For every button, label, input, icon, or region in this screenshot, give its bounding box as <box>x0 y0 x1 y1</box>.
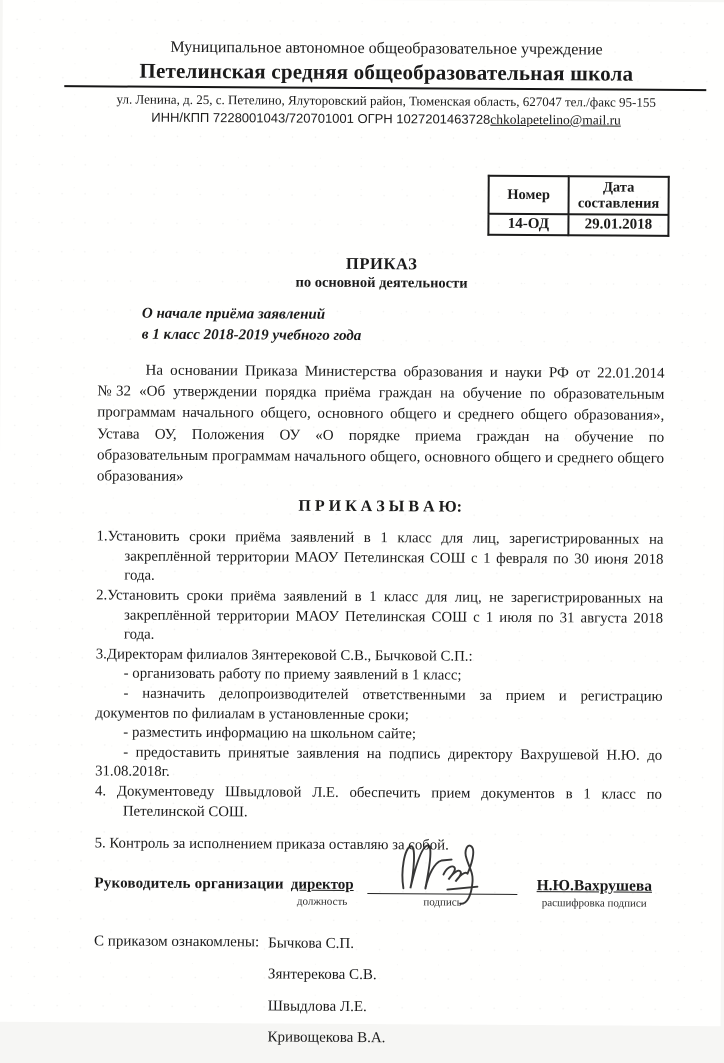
signature-line-wrap <box>368 893 518 910</box>
date-header-cell: Дата составления <box>569 176 669 215</box>
requisites-line <box>68 107 704 130</box>
decree-word: П Р И К А З Ы В А Ю: <box>298 497 463 516</box>
acknowledgment-label: С приказом ознакомлены: <box>94 933 260 951</box>
acknowledgment-names <box>267 934 386 1061</box>
date-value-cell: 29.01.2018 <box>568 214 668 236</box>
position-stack <box>291 876 354 908</box>
number-value-cell: 14-ОД <box>488 214 568 235</box>
order-item-3: 3.Директорам филиалов Зянтерековой С.В., Бычковой С.П.: <box>95 646 473 665</box>
doc-info-header-row <box>489 176 669 215</box>
order-item-3-sub-1: - организовать работу по приему заявлений в 1 класс; <box>123 665 462 684</box>
address-line: ул. Ленина, д. 25, с. Петелино, Ялуторовский район, Тюменская область, 627047 тел./факс 95-155 <box>116 91 656 110</box>
signature-block <box>94 874 661 910</box>
school-name: Петелинская средняя общеобразовательная школа <box>139 58 634 86</box>
signature-caption: подпись <box>423 896 462 909</box>
acknowledged-person-2: Зянтерекова С.В. <box>267 966 377 984</box>
subject-line-2: в 1 класс 2018-2019 учебного года <box>141 326 362 344</box>
document-body <box>93 252 665 1062</box>
doc-info-table-wrap <box>1 172 724 237</box>
order-item-3-sub-3: - разместить информацию на школьном сайте; <box>123 724 417 743</box>
position-value: директор <box>290 876 354 893</box>
order-item-5: 5. Контроль за исполнением приказа оставляю за собой. <box>94 835 449 854</box>
order-items <box>95 528 664 858</box>
order-item-3-sub-4: - предоставить принятые заявления на подпись директору Вахрушевой Н.Ю. до 31.08.2018г. <box>95 744 663 781</box>
order-item-4: 4. Документоведу Швыдловой Л.Е. обеспечить прием документов в 1 класс по Петелинской СОШ. <box>94 783 663 820</box>
inn-ogrn-text: ИНН/КПП 7228001043/720701001 ОГРН 1027201463728 <box>151 109 491 127</box>
acknowledged-person-1: Бычкова С.П. <box>268 935 355 952</box>
doc-info-table <box>487 175 669 237</box>
signature-role-label: Руководитель организации <box>94 875 284 893</box>
name-stack <box>537 877 653 911</box>
handwritten-signature <box>398 836 494 907</box>
order-item-3-sub-2: - назначить делопроизводителей ответственными за прием и регистрацию документов по филиалам в установленные сроки; <box>95 685 663 723</box>
order-item-1: 1.Установить сроки приёма заявлений в 1 класс для лиц, зарегистрированных на закреплённой территории МАОУ Петелинская СОШ с 1 февраля по 30 июня 2018 года. <box>96 528 664 585</box>
acknowledged-person-4: Кривощекова В.А. <box>267 1029 386 1047</box>
preamble-paragraph: На основании Приказа Министерства образования и науки РФ от 22.01.2014 №32 «Об утверждении порядка приёма граждан на обучение по образовательным программам начального общего, основного общего и среднего общего образования», Устава ОУ, Положения ОУ «О порядке приема граждан на обучение по образовательным программам начального общего, основного общего и среднего общего образования» <box>96 362 665 485</box>
email-text: chkolapetelino@mail.ru <box>490 111 621 128</box>
subject-line-1: О начале приёма заявлений <box>141 305 326 323</box>
acknowledged-person-3: Швыдлова Л.Е. <box>267 998 367 1015</box>
order-item-2: 2.Установить сроки приёма заявлений в 1 класс для лиц, не зарегистрированных на закреплённой территории МАОУ Петелинская СОШ с 1 июля по 31 августа 2018 года. <box>96 587 664 643</box>
doc-info-value-row <box>488 214 668 236</box>
organization-type: Муниципальное автономное общеобразовательное учреждение <box>170 38 603 59</box>
signer-name: Н.Ю.Вахрушева <box>536 876 653 895</box>
doc-subtitle: по основной деятельности <box>295 274 468 292</box>
position-caption: должность <box>296 895 348 908</box>
letterhead <box>68 0 705 88</box>
doc-subject <box>142 304 665 349</box>
signer-name-caption: расшифровка подписи <box>541 896 647 910</box>
doc-title: ПРИКАЗ <box>345 253 418 274</box>
number-header-cell: Номер <box>489 176 569 214</box>
acknowledgment-block <box>93 933 661 1062</box>
letterhead-details <box>68 90 704 130</box>
